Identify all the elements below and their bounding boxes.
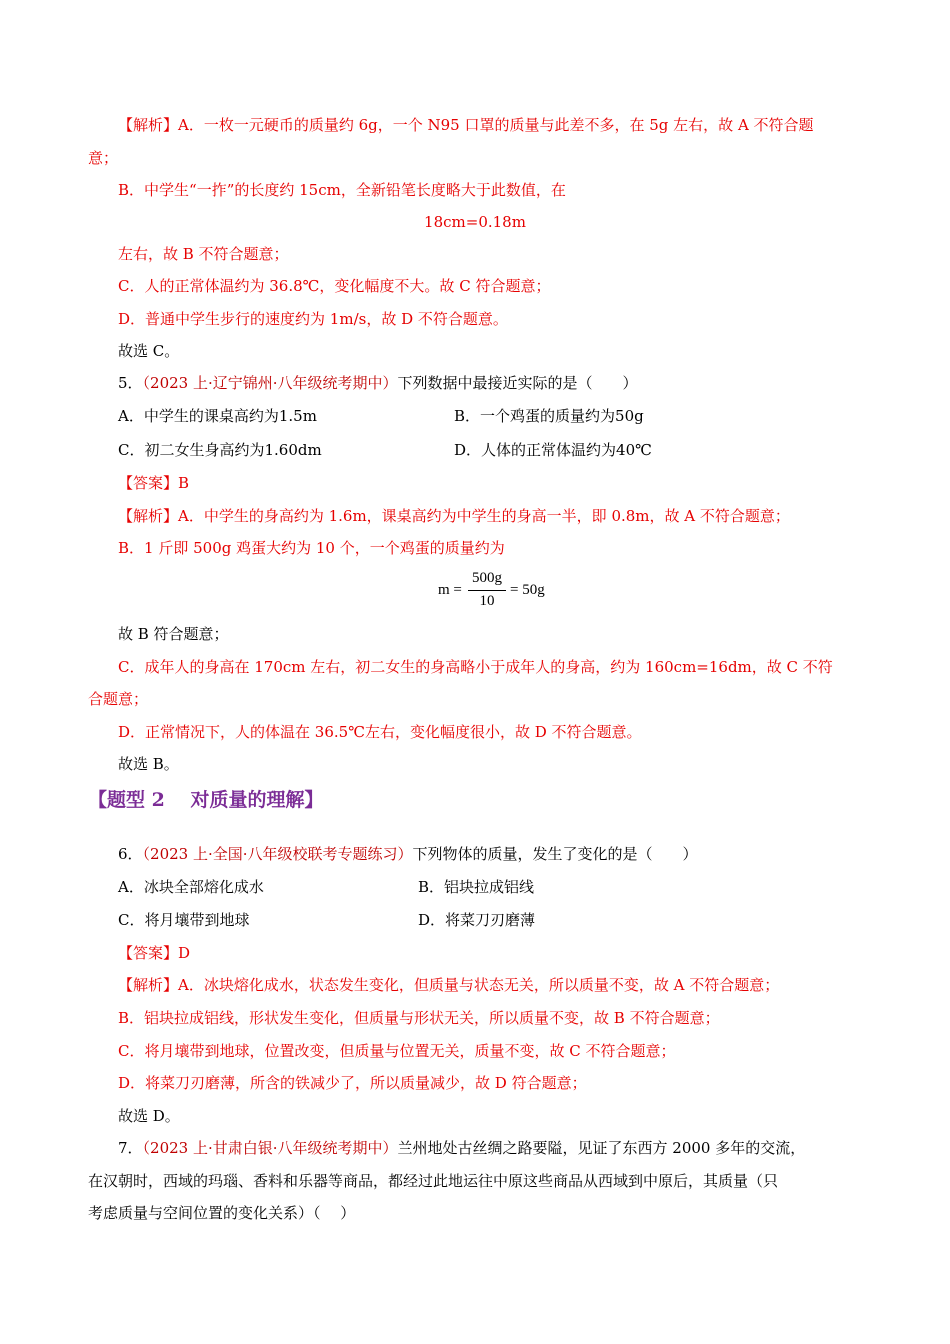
- q5-number: 5．: [118, 374, 143, 392]
- q4-analysis-d: D．普通中学生步行的速度约为 1m/s，故 D 不符合题意。: [118, 310, 508, 328]
- q5-stem: 下列数据中最接近实际的是（ ）: [397, 374, 638, 392]
- q5-analysis-c-line1: C．成年人的身高在 170cm 左右，初二女生的身高略小于成年人的身高，约为 160cm=16dm，故 C 不符: [118, 658, 833, 676]
- formula-denominator: 10: [479, 593, 495, 609]
- q4-analysis-b-formula: 18cm=0.18m: [424, 213, 526, 231]
- q6-stem: 下列物体的质量，发生了变化的是（ ）: [412, 845, 698, 863]
- q7-stem-line3: 考虑质量与空间位置的变化关系）（ ）: [88, 1204, 356, 1222]
- section-heading: 【题型 2 对质量的理解】: [88, 789, 324, 811]
- q5-source: （2023 上·辽宁锦州·八年级统考期中）: [142, 374, 398, 392]
- formula-rhs: = 50g: [510, 582, 545, 598]
- q6-conclusion: 故选 D。: [118, 1107, 180, 1125]
- formula-numerator: 500g: [472, 570, 502, 586]
- q7-question-line1: [118, 1138, 805, 1158]
- q5-analysis-a: 【解析】A．中学生的身高约为 1.6m，课桌高约为中学生的身高一半，即 0.8m，故 A 不符合题意；: [118, 507, 790, 525]
- q6-answer: 【答案】D: [118, 944, 191, 962]
- q5-analysis-c-line2: 合题意；: [88, 690, 149, 708]
- q6-option-c: C．将月壤带到地球: [118, 911, 250, 929]
- q7-stem-line1: 兰州地处古丝绸之路要隘，见证了东西方 2000 多年的交流，: [397, 1139, 806, 1157]
- q7-stem-line2: 在汉朝时，西域的玛瑙、香料和乐器等商品，都经过此地运往中原这些商品从西域到中原后，其质量（只: [88, 1172, 779, 1190]
- q4-conclusion: 故选 C。: [118, 342, 180, 360]
- q6-option-a: A．冰块全部熔化成水: [118, 878, 264, 896]
- q5-answer: 【答案】B: [118, 474, 190, 492]
- q5-option-b: B．一个鸡蛋的质量约为50g: [454, 407, 644, 425]
- q5-analysis-d: D．正常情况下，人的体温在 36.5℃左右，变化幅度很小，故 D 不符合题意。: [118, 723, 642, 741]
- q4-analysis-c: C．人的正常体温约为 36.8℃，变化幅度不大。故 C 符合题意；: [118, 277, 551, 295]
- q6-number: 6．: [118, 845, 143, 863]
- q5-analysis-b: B．1 斤即 500g 鸡蛋大约为 10 个，一个鸡蛋的质量约为: [118, 539, 505, 557]
- q5-option-d: D．人体的正常体温约为40℃: [454, 441, 652, 459]
- q4-analysis-a-line1: 【解析】A．一枚一元硬币的质量约 6g，一个 N95 口罩的质量与此差不多，在 5g 左右，故 A 不符合题: [118, 116, 814, 134]
- q6-source: （2023 上·全国·八年级校联考专题练习）: [142, 845, 413, 863]
- fraction-bar: [468, 590, 506, 591]
- q7-source: （2023 上·甘肃白银·八年级统考期中）: [142, 1139, 398, 1157]
- q4-analysis-b-line1: B．中学生“一拃”的长度约 15cm，全新铅笔长度略大于此数值，在: [118, 181, 566, 199]
- q5-question: [118, 373, 638, 393]
- q6-option-b: B．铝块拉成铝线: [418, 878, 535, 896]
- formula-lhs: m =: [438, 582, 462, 598]
- q5-conclusion: 故选 B。: [118, 755, 179, 773]
- q6-analysis-b: B．铝块拉成铝线，形状发生变化，但质量与形状无关，所以质量不变，故 B 不符合题意；: [118, 1009, 720, 1027]
- q4-analysis-b-line2: 左右，故 B 不符合题意；: [118, 245, 289, 263]
- q6-analysis-c: C．将月壤带到地球，位置改变，但质量与位置无关，质量不变，故 C 不符合题意；: [118, 1042, 676, 1060]
- q6-analysis-a: 【解析】A．冰块熔化成水，状态发生变化，但质量与状态无关，所以质量不变，故 A 不符合题意；: [118, 976, 780, 994]
- q5-analysis-b-line2: 故 B 符合题意；: [118, 625, 229, 643]
- q5-option-a: A．中学生的课桌高约为1.5m: [118, 407, 317, 425]
- q6-option-d: D．将菜刀刃磨薄: [418, 911, 536, 929]
- q6-question: [118, 844, 698, 864]
- q4-analysis-a-line2: 意；: [88, 149, 119, 167]
- q6-analysis-d: D．将菜刀刃磨薄，所含的铁减少了，所以质量减少，故 D 符合题意；: [118, 1074, 587, 1092]
- q7-number: 7．: [118, 1139, 143, 1157]
- q5-option-c: C．初二女生身高约为1.60dm: [118, 441, 322, 459]
